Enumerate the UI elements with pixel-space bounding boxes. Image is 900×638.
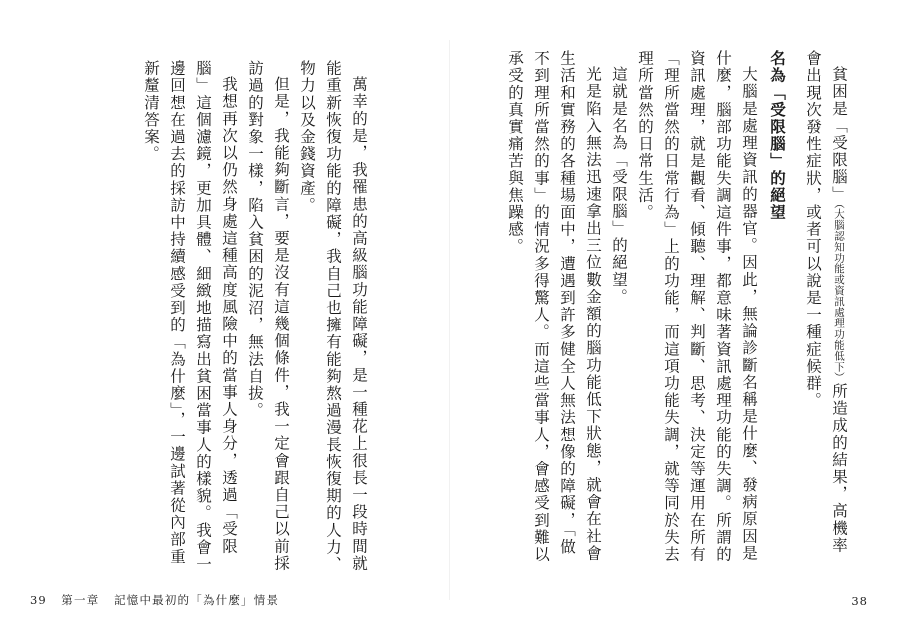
right-paragraph-1-text-a: 貧困是「受限腦」 <box>830 65 848 203</box>
left-paragraph-1: 萬幸的是，我罹患的高級腦功能障礙，是一種花上很長一段時間就能重新恢復功能的障礙，我自己也擁有能夠熬過漫長恢復期的人力、物力以及金錢資產。 <box>298 60 368 573</box>
right-footer <box>851 594 868 608</box>
right-page-body <box>502 50 852 570</box>
right-paragraph-3: 這就是名為「受限腦」的絕望。 <box>610 65 628 305</box>
chapter-label: 第一章 <box>61 593 100 607</box>
right-paragraph-1-note: （大腦認知功能或資訊處理功能低下） <box>833 202 845 383</box>
right-paragraph-4: 光是陷入無法迅速拿出三位數金額的腦功能低下狀態，就會在社會生活和實務的各種場面中，遭遇到許多健全人無法想像的障礙，「做不到理所當然的事」的情況多得驚人。而這些當事人，會感受到難以承受的真實痛苦與焦躁感。 <box>506 50 602 563</box>
left-footer <box>30 592 279 608</box>
right-paragraph-2: 大腦是處理資訊的器官。因此，無論診斷名稱是什麼、發病原因是什麼，腦部功能失調這件事，都意味著資訊處理功能的失調。所謂的資訊處理，就是觀看、傾聽、理解、判斷、思考、決定等運用在所有「理所當然的日常行為」上的功能，而這項功能失調，就等同於失去理所當然的日常生活。 <box>636 50 758 563</box>
chapter-title: 記憶中最初的「為什麼」情景 <box>114 593 280 607</box>
section-heading: 名為「受限腦」的絕望 <box>768 50 786 221</box>
left-paragraph-3: 我想再次以仍然身處這種高度風險中的當事人身分，透過「受限腦」這個濾鏡，更加具體、細緻地描寫出貧困當事人的樣貌。我會一邊回想在過去的採訪中持續感受到的「為什麼」，一邊試著從內部重新釐清答案。 <box>142 60 238 573</box>
right-page <box>450 0 900 638</box>
right-page-number: 38 <box>851 594 868 608</box>
right-paragraph-1-text-b: 所造成的結果，高機率會出現次發性症狀，或者可以說是一種症候群。 <box>804 50 848 554</box>
left-page-body <box>138 60 372 580</box>
right-paragraph-1 <box>800 50 852 570</box>
left-paragraph-2: 但是，我能夠斷言，要是沒有這幾個條件，我一定會跟自己以前採訪過的對象一樣，陷入貧困的泥沼，無法自拔。 <box>246 60 290 572</box>
section-spacer <box>790 50 800 570</box>
left-page-number: 39 <box>30 593 47 607</box>
